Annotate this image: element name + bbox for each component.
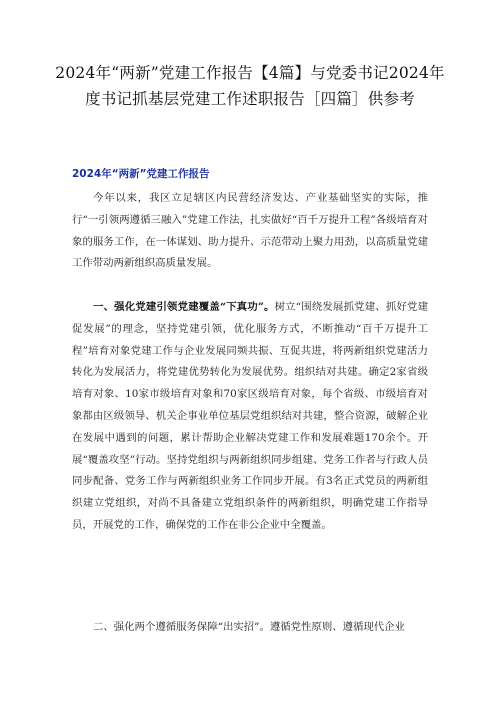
paragraph-3-text: 二、强化两个遵循服务保障“出实招”。遵循党性原则、遵循现代企业 bbox=[93, 621, 405, 633]
paragraph-1-text: 今年以来，我区立足辖区内民营经济发达、产业基础坚实的实际，推行“一引领两遵循三融入”党建工作法，扎实做好“百千万提升工程”各级培育对象的服务工作，在一体谋划、助力提升、示范带动上聚力用劲，以高质量党建工作带动两新组织高质量发展。 bbox=[72, 192, 428, 270]
section-heading: 2024年“两新”党建工作报告 bbox=[72, 168, 210, 180]
paragraph-1 bbox=[72, 188, 428, 275]
paragraph-2 bbox=[72, 297, 428, 537]
paragraph-2-text: 树立“围绕发展抓党建、抓好党建促发展”的理念，坚持党建引领，优化服务方式，不断推动“百千万提升工程”培育对象党建工作与企业发展同频共振、互促共进，将两新组织党建活力转化为发展活力，将党建优势转化为发展优势。组织结对共建。确定2家省级培育对象、10家市级培育对象和70家区级培育对象，每个省级、市级培育对象都由区级领导、机关企事业单位基层党组织结对共建，整合资源，破解企业在发展中遇到的问题，累计帮助企业解决党建工作和发展难题170余个。开展“覆盖攻坚”行动。坚持党组织与两新组织同步组建、党务工作者与行政人员同步配备、党务工作与两新组织业务工作同步开展。有3名正式党员的两新组织建立党组织，对尚不具备建立党组织条件的两新组织，明确党建工作指导员，开展党的工作，确保党的工作在非公企业中全覆盖。 bbox=[72, 301, 429, 531]
document-title: 2024年“两新”党建工作报告【4篇】与党委书记2024年度书记抓基层党建工作述职报告［四篇］供参考 bbox=[55, 64, 445, 108]
paragraph-3 bbox=[72, 617, 428, 639]
paragraph-2-lead: 一、强化党建引领党建覆盖“下真功”。 bbox=[93, 301, 275, 313]
